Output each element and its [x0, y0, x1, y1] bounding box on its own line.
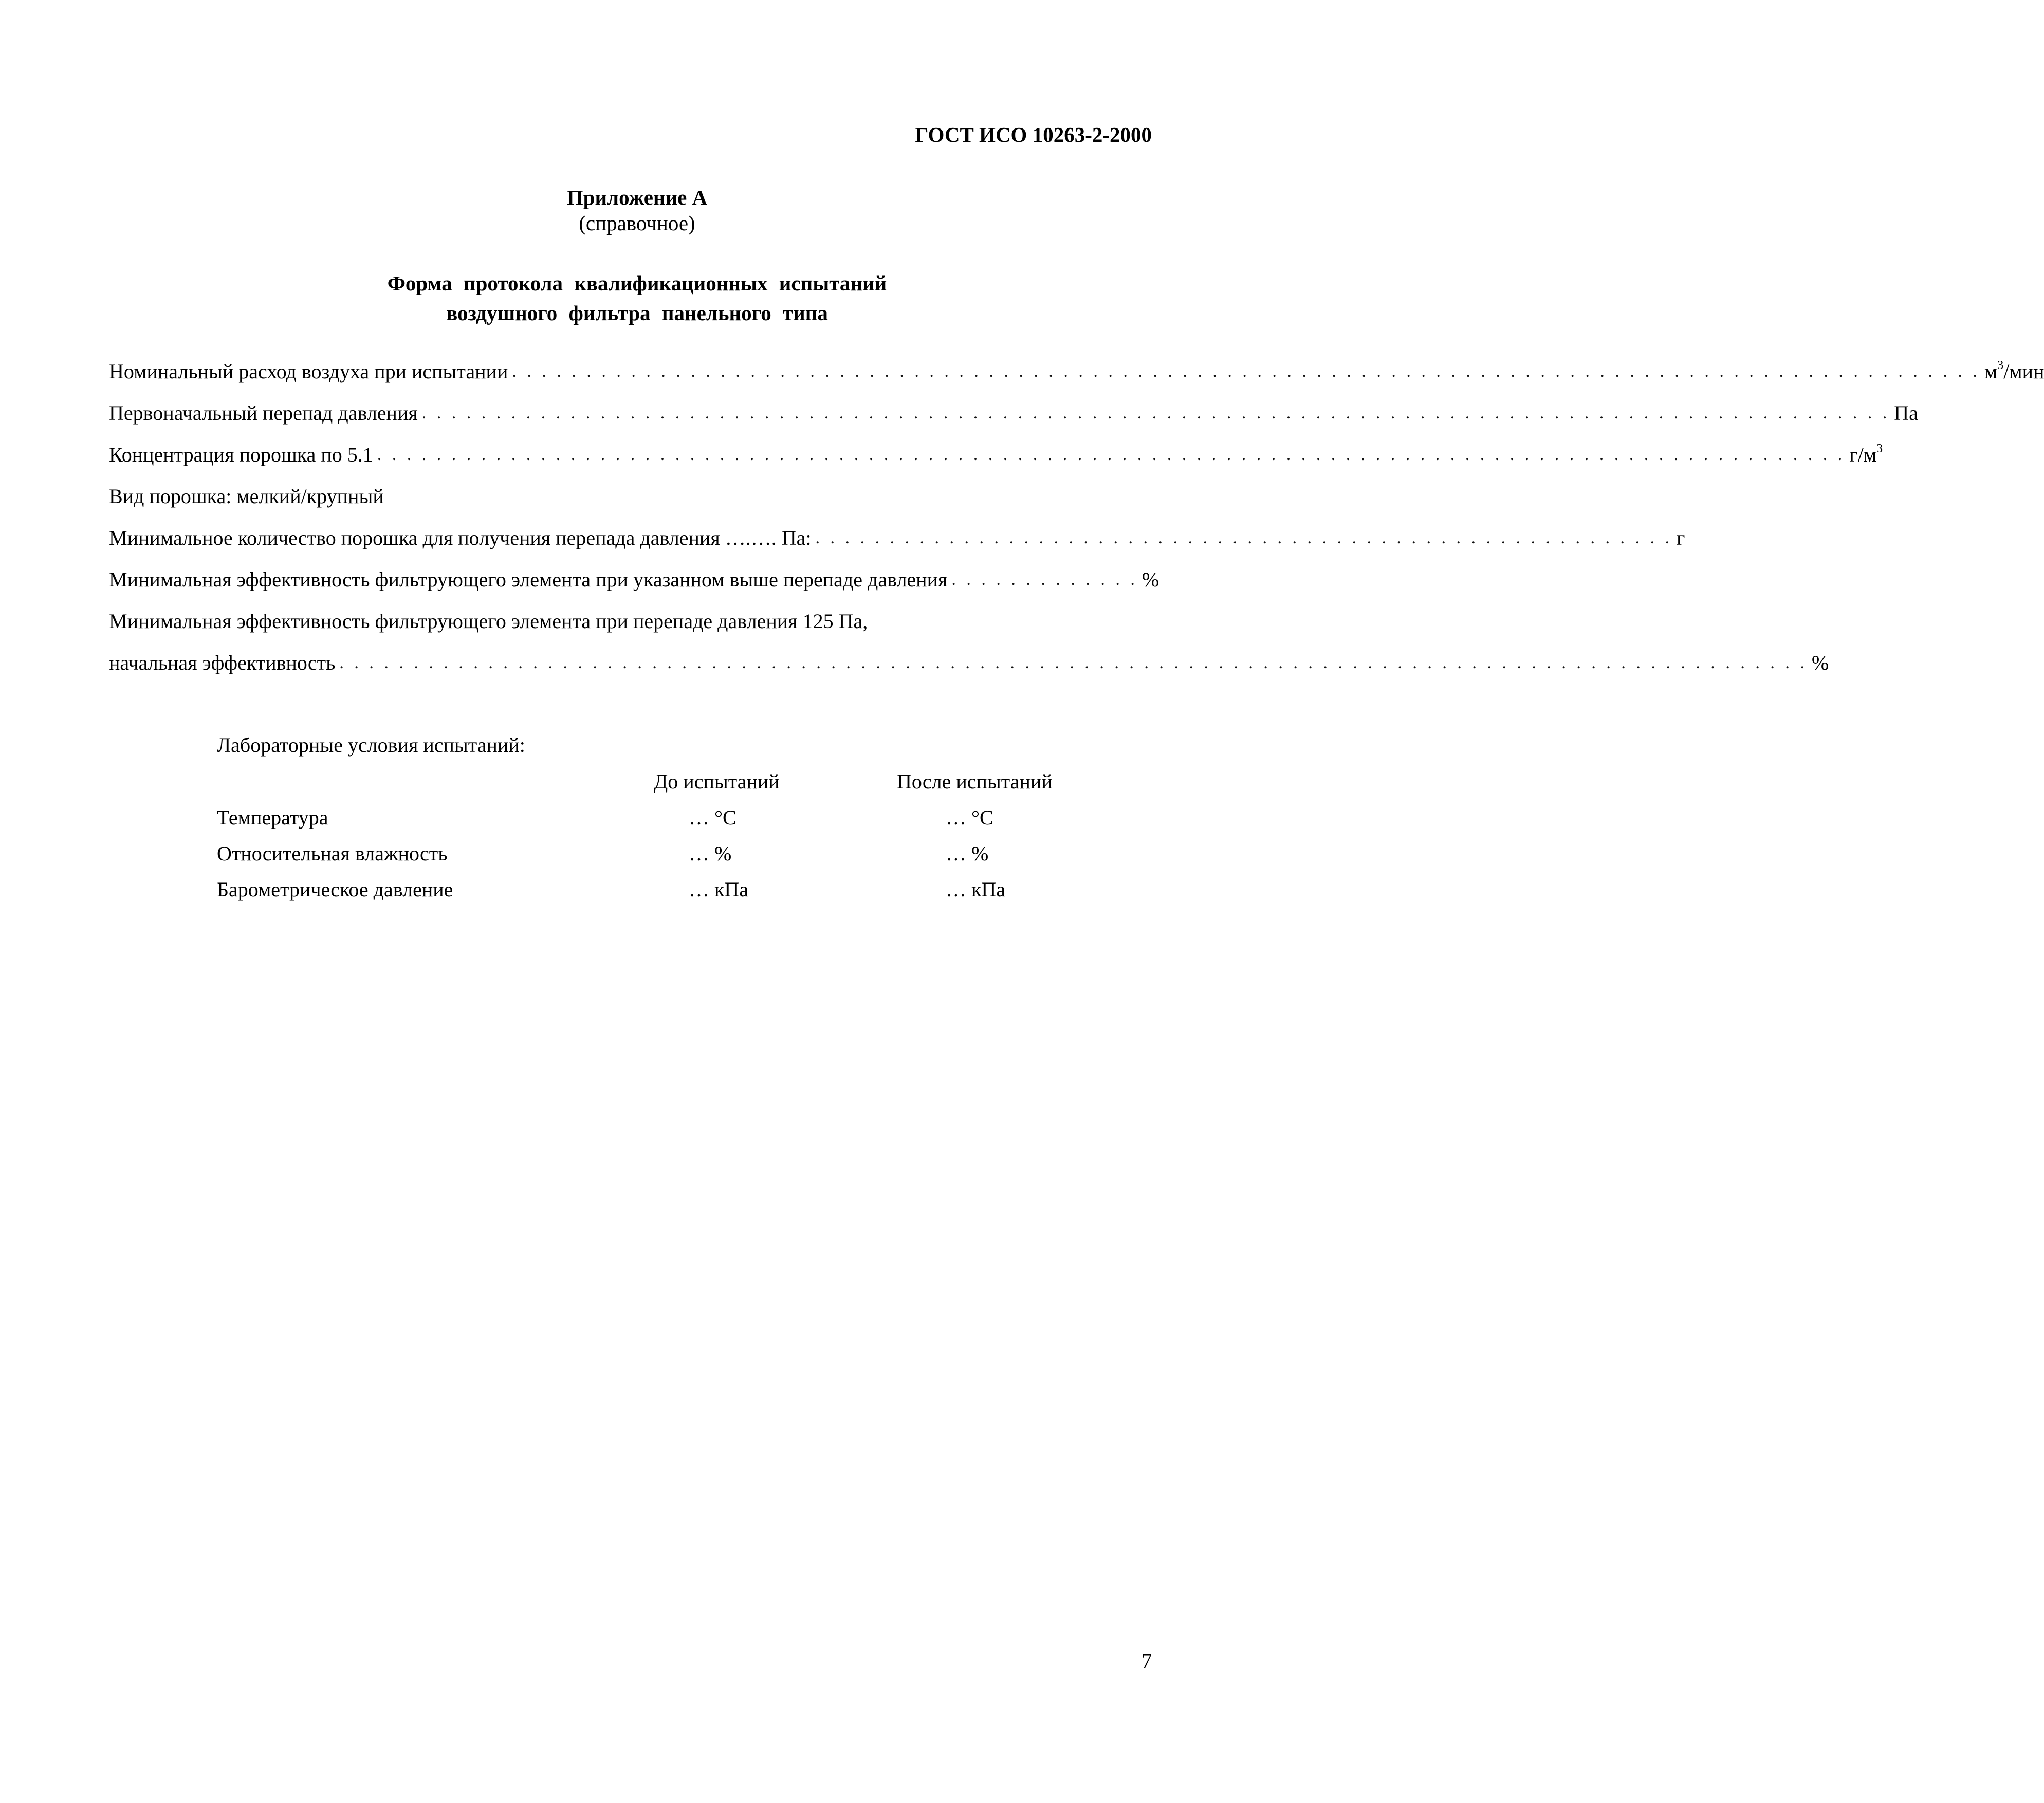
dot-leader: . . . . . . . . . . . . . . . . . . . . . . . . . . . . . . . . . . . . . . . . . . . . . . . . . . . . . . . . . . . . . . . . . . . . . . . . . . . . . . . . . . . . . . . . . . . . . . . . . . . — [339, 653, 1808, 672]
field-label: Минимальное количество порошка для получения перепада давления ….…. Па: — [109, 526, 812, 549]
column-header-before: До испытаний — [654, 770, 780, 793]
condition-value-after: … кПа — [946, 878, 1006, 901]
dot-leader: . . . . . . . . . . . . . . . . . . . . . . . . . . . . . . . . . . . . . . . . . . . . . . . . . . . . . . . . . . . . . . . . . . . . . . . . . . . . . . . . . . . . . . . . . . . . . . . . . . . — [377, 445, 1846, 464]
field-unit: % — [1811, 651, 1829, 674]
field-dust-type — [109, 480, 1152, 508]
field-label: Концентрация порошка по 5.1 — [109, 443, 373, 466]
condition-label-temperature: Температура — [217, 806, 328, 829]
field-initial-efficiency — [109, 646, 1829, 675]
field-unit: Па — [1894, 401, 1918, 425]
field-label: Номинальный расход воздуха при испытании — [109, 360, 508, 383]
field-min-efficiency-125pa — [109, 604, 1152, 633]
dot-leader: . . . . . . . . . . . . . . . . . . . . . . . . . . . . . . . . . . . . . . . . . . . . . . . . . . . . . . . . . . . . . . . . . . . . . . . . . . . . . . . . . . . . . . . . . . . . . . . . . . . — [512, 362, 1980, 381]
dot-leader: . . . . . . . . . . . . . . . . . . . . . . . . . . . . . . . . . . . . . . . . . . . . . . . . . . . . . . . . . . . . . . . . . . . . . . . . . . . . . . . . . . . . . . . . . . . . . . . . . . . — [421, 403, 1890, 422]
field-unit: % — [1141, 568, 1159, 591]
field-label: Минимальная эффективность фильтрующего элемента при перепаде давления 125 Па, — [109, 610, 868, 633]
field-initial-pressure-drop — [109, 396, 1918, 425]
field-dust-concentration — [109, 438, 1883, 467]
condition-value-after: … °С — [946, 806, 993, 829]
field-min-efficiency-at-pressure — [109, 563, 1159, 592]
field-unit: $г/м^3$ — [1849, 441, 1883, 466]
condition-value-before: … °С — [689, 806, 736, 829]
condition-label-pressure: Барометрическое давление — [217, 878, 453, 901]
dot-leader: . . . . . . . . . . . . . . . . . . . . . . . . . . . . . . . . . . . . . . . . . . . . . . . . . . . . . . . . . . — [815, 528, 1672, 547]
condition-value-before: … кПа — [689, 878, 749, 901]
appendix-subtitle: (справочное) — [579, 211, 695, 235]
condition-value-before: … % — [689, 842, 732, 865]
condition-value-after: … % — [946, 842, 989, 865]
field-nominal-air-flow — [109, 355, 2044, 383]
dot-leader: . . . . . . . . . . . . . — [951, 570, 1138, 589]
lab-conditions-title: Лабораторные условия испытаний: — [217, 733, 525, 757]
page-number: 7 — [1141, 1649, 1152, 1672]
field-label: начальная эффективность — [109, 651, 336, 674]
form-title-line-1: Форма протокола квалификационных испытаний — [387, 271, 887, 295]
form-title-line-2: воздушного фильтра панельного типа — [446, 301, 828, 325]
field-label: Вид порошка: мелкий/крупный — [109, 485, 384, 508]
document-standard-number: ГОСТ ИСО 10263-2-2000 — [915, 123, 1152, 146]
field-unit: г — [1676, 526, 1685, 549]
field-min-dust-amount — [109, 521, 1685, 550]
field-label: Первоначальный перепад давления — [109, 401, 418, 425]
field-unit: $м^3$/мин — [1984, 358, 2044, 383]
column-header-after: После испытаний — [897, 770, 1053, 793]
appendix-title: Приложение А — [566, 186, 708, 209]
field-label: Минимальная эффективность фильтрующего элемента при указанном выше перепаде давления — [109, 568, 948, 591]
condition-label-humidity: Относительная влажность — [217, 842, 448, 865]
